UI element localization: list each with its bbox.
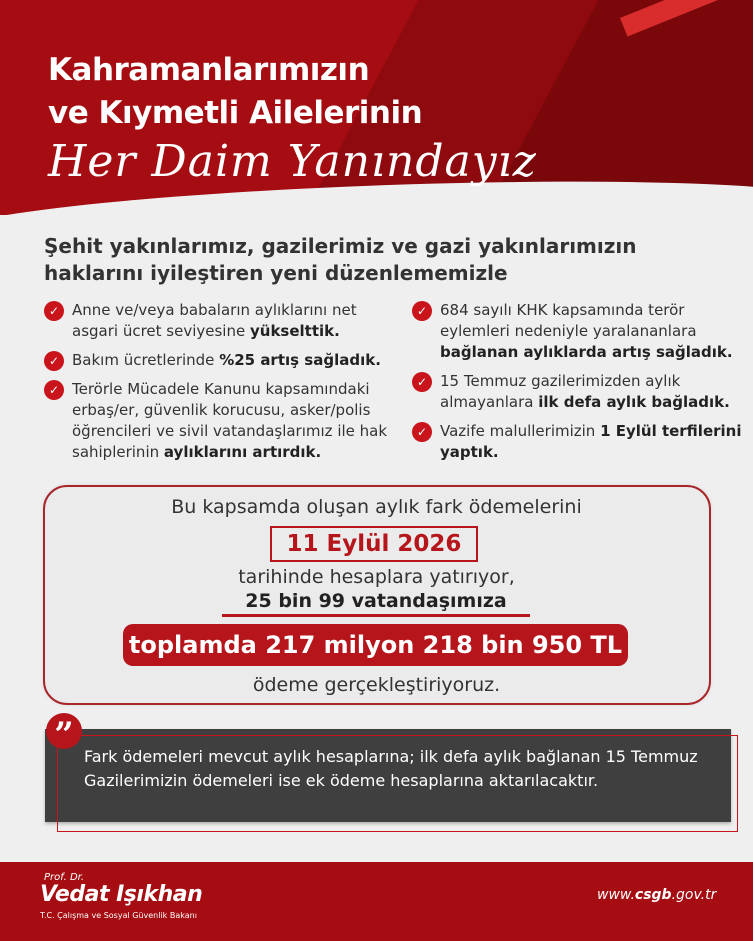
list-item: [412, 371, 742, 413]
check-icon: ✓: [412, 372, 432, 392]
check-icon: ✓: [44, 380, 64, 400]
check-icon: ✓: [44, 301, 64, 321]
list-item: [412, 300, 742, 363]
right-bullet-list: [412, 300, 742, 471]
check-icon: ✓: [412, 301, 432, 321]
list-item: [44, 379, 394, 463]
subtitle: Şehit yakınlarımız, gazilerimiz ve gazi yakınlarımızın haklarını iyileştiren yeni düzenlememizle: [44, 234, 637, 285]
list-item: [412, 421, 742, 463]
list-item-text: Terörle Mücadele Kanunu kapsamındaki erbaş/er, güvenlik korucusu, asker/polis öğrencileri ve sivil vatandaşlarımız ile hak sahiplerinin aylıklarını artırdık.: [72, 380, 388, 461]
payment-total-badge: toplamda 217 milyon 218 bin 950 TL: [123, 624, 628, 666]
list-item-text: Anne ve/veya babaların aylıklarını net asgari ücret seviyesine yükselttik.: [72, 301, 357, 340]
check-icon: ✓: [44, 351, 64, 371]
payment-line-2: tarihinde hesaplara yatırıyor,: [238, 566, 515, 588]
footer-website-link[interactable]: www.csgb.gov.tr: [597, 887, 717, 903]
headline-script: Her Daim Yanındayız: [48, 136, 537, 187]
citizen-underline: [222, 614, 530, 617]
note-text: Fark ödemeleri mevcut aylık hesaplarına; ilk defa aylık bağlanan 15 Temmuz Gazilerimizin ödemeleri ise ek ödeme hesaplarına aktarılacaktır.: [84, 747, 698, 790]
list-item-text: 15 Temmuz gazilerimizden aylık almayanlara ilk defa aylık bağladık.: [440, 372, 730, 411]
check-icon: ✓: [412, 422, 432, 442]
quote-icon: ”: [46, 713, 82, 749]
list-item: [44, 300, 394, 342]
list-item-text: 684 sayılı KHK kapsamında terör eylemleri nedeniyle yaralananlara bağlanan aylıklarda artış sağladık.: [440, 301, 733, 361]
list-item-text: Vazife malullerimizin 1 Eylül terfilerini yaptık.: [440, 422, 742, 461]
left-bullet-list: [44, 300, 394, 471]
payment-date: 11 Eylül 2026: [270, 526, 478, 562]
headline-line-1: Kahramanlarımızın: [48, 52, 370, 88]
footer-role: Prof. Dr.: [44, 872, 85, 883]
payment-line-3: ödeme gerçekleştiriyoruz.: [252, 674, 501, 696]
payment-intro: Bu kapsamda oluşan aylık fark ödemelerini: [171, 496, 582, 518]
footer-name: Vedat Işıkhan: [40, 882, 203, 907]
headline-line-2: ve Kıymetli Ailelerinin: [48, 95, 423, 131]
list-item: [44, 350, 394, 371]
list-item-text: Bakım ücretlerinde %25 artış sağladık.: [72, 351, 381, 369]
footer-title: T.C. Çalışma ve Sosyal Güvenlik Bakanı: [40, 911, 197, 920]
citizen-count: 25 bin 99 vatandaşımıza: [245, 590, 507, 612]
